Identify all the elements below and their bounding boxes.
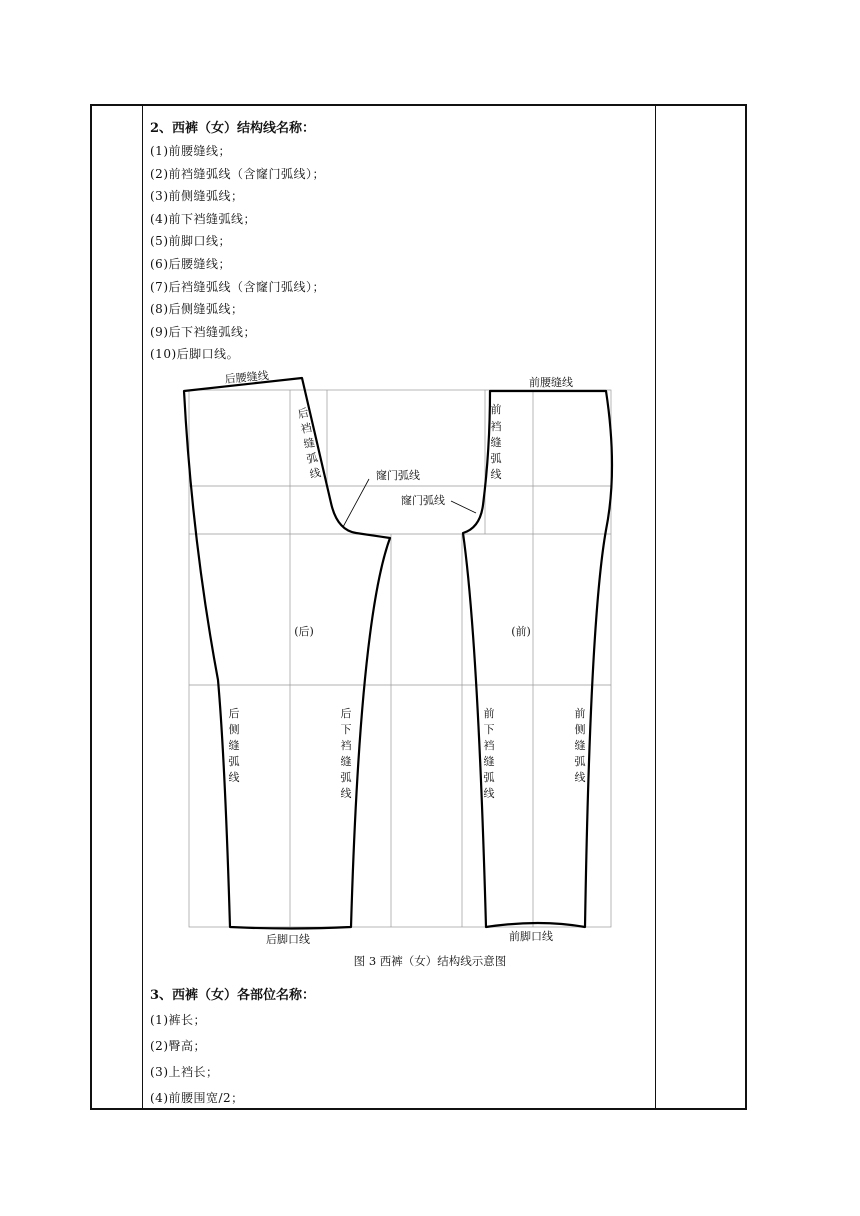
front-side-label-5: 线: [574, 771, 586, 784]
front-inseam-label-5: 弧: [483, 771, 495, 784]
list-item: (3)上裆长；: [150, 1065, 219, 1079]
list-item: (4)前腰围宽/2；: [150, 1091, 244, 1105]
back-inseam-label-5: 弧: [340, 771, 352, 784]
front-inseam-label-2: 下: [483, 723, 495, 736]
front-piece-label: (前): [511, 625, 531, 638]
front-inseam-label-4: 缝: [483, 755, 495, 768]
back-side-label-3: 缝: [228, 739, 240, 752]
crotch-curve-leader-front: [451, 501, 476, 513]
list-item: (2)前裆缝弧线（含窿门弧线）；: [150, 166, 325, 181]
back-pattern-outline: [184, 378, 390, 929]
section-2: [150, 118, 650, 366]
back-side-label-2: 侧: [228, 723, 240, 736]
front-side-label-1: 前: [574, 707, 586, 720]
front-crotch-label-5: 线: [490, 468, 502, 481]
front-hem-label: 前脚口线: [509, 930, 553, 943]
list-item: (3)前侧缝弧线；: [150, 189, 244, 204]
section-2-heading: 2、西裤（女）结构线名称：: [150, 121, 316, 136]
back-inseam-label-2: 下: [340, 723, 352, 736]
front-waist-label: 前腰缝线: [529, 376, 573, 389]
crotch-curve-label-front: 窿门弧线: [401, 494, 445, 507]
list-item: (1)裤长；: [150, 1013, 206, 1027]
front-inseam-label-3: 裆: [483, 739, 495, 752]
front-inseam-label-6: 线: [483, 787, 495, 800]
section-3-heading: 3、西裤（女）各部位名称：: [150, 988, 316, 1003]
front-crotch-label-3: 缝: [490, 436, 502, 449]
front-side-label-4: 弧: [574, 755, 586, 768]
front-inseam-label-1: 前: [483, 707, 495, 720]
back-inseam-label-4: 缝: [340, 755, 352, 768]
back-piece-label: (后): [294, 625, 314, 638]
back-crotch-label-3: 缝: [302, 436, 317, 452]
back-inseam-label-1: 后: [340, 707, 352, 720]
back-side-label-1: 后: [228, 707, 240, 720]
back-crotch-label-1: 后: [296, 406, 311, 422]
front-side-label-3: 缝: [574, 739, 586, 752]
back-crotch-label-4: 弧: [305, 451, 320, 467]
list-item: (7)后裆缝弧线（含窿门弧线）；: [150, 279, 325, 294]
section-3: [150, 985, 650, 1111]
front-crotch-label-4: 弧: [490, 452, 502, 465]
back-side-label-5: 线: [228, 771, 240, 784]
front-side-label-2: 侧: [574, 723, 586, 736]
list-item: (9)后下裆缝弧线；: [150, 324, 256, 339]
list-item: (4)前下裆缝弧线；: [150, 211, 256, 226]
front-crotch-label-2: 裆: [490, 420, 502, 433]
list-item: (6)后腰缝线；: [150, 256, 231, 271]
back-hem-label: 后脚口线: [266, 933, 310, 944]
back-crotch-label-2: 裆: [299, 421, 314, 437]
list-item: (2)臀高；: [150, 1039, 206, 1053]
front-crotch-label-1: 前: [490, 403, 502, 416]
back-crotch-label-5: 线: [308, 466, 323, 482]
crotch-curve-label-back: 窿门弧线: [376, 469, 420, 482]
figure-caption: 图 3 西裤（女）结构线示意图: [353, 954, 507, 968]
list-item: (10)后脚口线。: [150, 347, 240, 362]
back-side-label-4: 弧: [228, 755, 240, 768]
list-item: (1)前腰缝线；: [150, 144, 231, 158]
back-waist-label: 后腰缝线: [224, 369, 270, 386]
trouser-pattern-diagram: [178, 366, 618, 944]
back-inseam-label-3: 裆: [340, 739, 352, 752]
list-item: (8)后侧缝弧线；: [150, 302, 244, 317]
back-inseam-label-6: 线: [340, 787, 352, 800]
list-item: (5)前脚口线；: [150, 234, 231, 249]
